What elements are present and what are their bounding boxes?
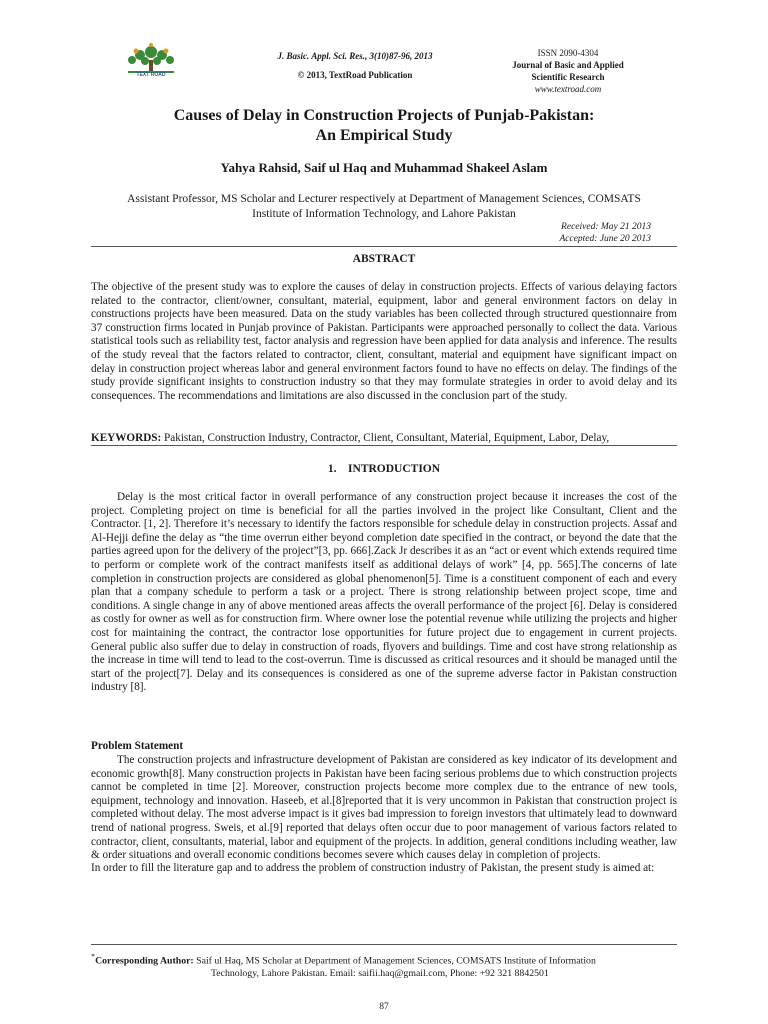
logo-text: TEXT ROAD <box>136 72 166 78</box>
problem-statement-heading: Problem Statement <box>91 740 184 752</box>
affiliation-line2: Institute of Information Technology, and Lahore Pakistan <box>252 208 516 220</box>
abstract-text: The objective of the present study was to explore the causes of delay in construction projects. Effects of various delaying factors related to the contractor, client/owner, consultant, material, equipment, labor and general environment factors on delay in constructions projects have been measured. Data on the study variables has been collected through structured questionnaire from 37 construction firms located in Punjab province of Pakistan. Participants were approached personally to collect the data. Various statistical tools such as reliability test, factor analysis and regression have been applied for data analysis and inference. The results of the study reveal that the factors related to contractor, client, consultant, material and equipment have significant impact on delay in construction project whereas labor and general environment factors found to have no effects on delay. The findings of the study provide significant insights to construction industry so that they may formulate strategies in order to avoid delay and its consequences. The recommendations and limitations are also discussed in the conclusion part of the study. <box>91 281 677 402</box>
problem-statement-text: The construction projects and infrastructure development of Pakistan are considered as key indicator of its development and economic growth[8]. Many construction projects in Pakistan have been facing serious problems due to which construction projects cannot be completed in time [2]. Moreover, construction projects become more complex due to the entrance of new tools, equipment, technology and innovation. Haseeb, et al.[8]reported that it is very uncommon in Pakistan that construction project is completed without delay. The most adverse impact is it gives bad impression to foreign investors that ultimately lead to downward trend of national progress. Sweis, et al.[9] reported that delays often occur due to poor management of various factors related to contractor, client, consultants, material, labor and equipment of the projects. In addition, general conditions including weather, law & order situations and overall economic conditions becomes severe which causes delay in completion of projects. <box>91 754 677 862</box>
journal-info-block <box>493 47 643 95</box>
footnote-label: Corresponding Author: <box>95 955 194 967</box>
footnote-line2: Technology, Lahore Pakistan. Email: saifii.haq@gmail.com, Phone: +92 321 8842501 <box>211 968 549 980</box>
introduction-text: Delay is the most critical factor in overall performance of any construction project because it increases the cost of the project. Completing project on time is beneficial for all the parties involved in the project like Consultant, Client and the Contractor. [1, 2]. Therefore it’s necessary to identify the factors responsible for schedule delay in construction projects. Assaf and Al-Hejji define the delay as “the time overrun either beyond completion date specified in the contract, or beyond the date that the parties agreed upon for the delivery of the project”[3, pp. 666].Zack Jr describes it as an “act or event which extends required time to perform or complete work of the contract manifests itself as additional delays of work” [4, pp. 565].The concerns of late completion in construction projects are considered as global phenomenon[5]. Time is a constituent component of each and every plan that a company schedule to perform a task or a project. There is strong relationship between project scope, time and conditions. A single change in any of above mentioned areas affects the overall performance of the project [6]. Delay is considered as costly for owner as well as for construction firm. Where owner lose the potential revenue while utilizing the projects and higher cost for maintaining the contract, the contractor lose opportunities for future project due to engagement in current projects. General public also suffer due to delay in construction of roads, flyovers and buildings. Time and cost have strong relationship as the increase in time will tend to lead to the cost-overrun. Time is discussed as critical resources and it should be managed until the start of the project[7]. Delay and its consequences is considered as one of the supreme adverse factor in Pakistan construction industry [8]. <box>91 491 677 694</box>
textroad-logo <box>118 42 184 82</box>
title-line1: Causes of Delay in Construction Projects of Punjab-Pakistan: <box>173 107 595 124</box>
affiliation <box>84 192 684 222</box>
title-line2: An Empirical Study <box>315 127 453 144</box>
issn: ISSN 2090-4304 <box>537 48 599 58</box>
copyright: © 2013, TextRoad Publication <box>297 70 413 80</box>
footnote-line1: Saif ul Haq, MS Scholar at Department of Management Sciences, COMSATS Institute of Information <box>193 955 596 967</box>
footnote-divider <box>91 944 677 945</box>
abstract-heading: ABSTRACT <box>352 253 416 265</box>
keywords-text: Pakistan, Construction Industry, Contractor, Client, Consultant, Material, Equipment, Labor, Delay, <box>161 432 610 444</box>
keywords <box>91 432 691 445</box>
citation: J. Basic. Appl. Sci. Res., 3(10)87-96, 2013 <box>277 51 433 61</box>
corresponding-author-footnote <box>91 950 677 980</box>
problem-statement-text-2: In order to fill the literature gap and to address the problem of construction industry of Pakistan, the present study is aimed at: <box>91 862 655 874</box>
journal-website-link[interactable]: www.textroad.com <box>534 84 602 94</box>
authors: Yahya Rahsid, Saif ul Haq and Muhammad Shakeel Aslam <box>220 160 548 175</box>
affiliation-line1: Assistant Professor, MS Scholar and Lecturer respectively at Department of Management Sciences, COMSATS <box>127 193 641 205</box>
divider-bottom <box>91 445 677 446</box>
journal-name-line2: Scientific Research <box>531 72 605 82</box>
received-date: Received: May 21 2013 <box>561 222 651 232</box>
journal-citation-block <box>240 47 470 85</box>
journal-name-line1: Journal of Basic and Applied <box>512 60 624 70</box>
paper-title <box>84 106 684 146</box>
page-number: 87 <box>379 1002 389 1012</box>
accepted-date: Accepted: June 20 2013 <box>559 234 651 244</box>
dates-block <box>559 221 651 245</box>
keywords-label: KEYWORDS: <box>91 432 162 444</box>
divider-top <box>91 246 677 247</box>
footnote-marker: * <box>91 952 96 961</box>
introduction-heading: 1. INTRODUCTION <box>327 463 441 475</box>
